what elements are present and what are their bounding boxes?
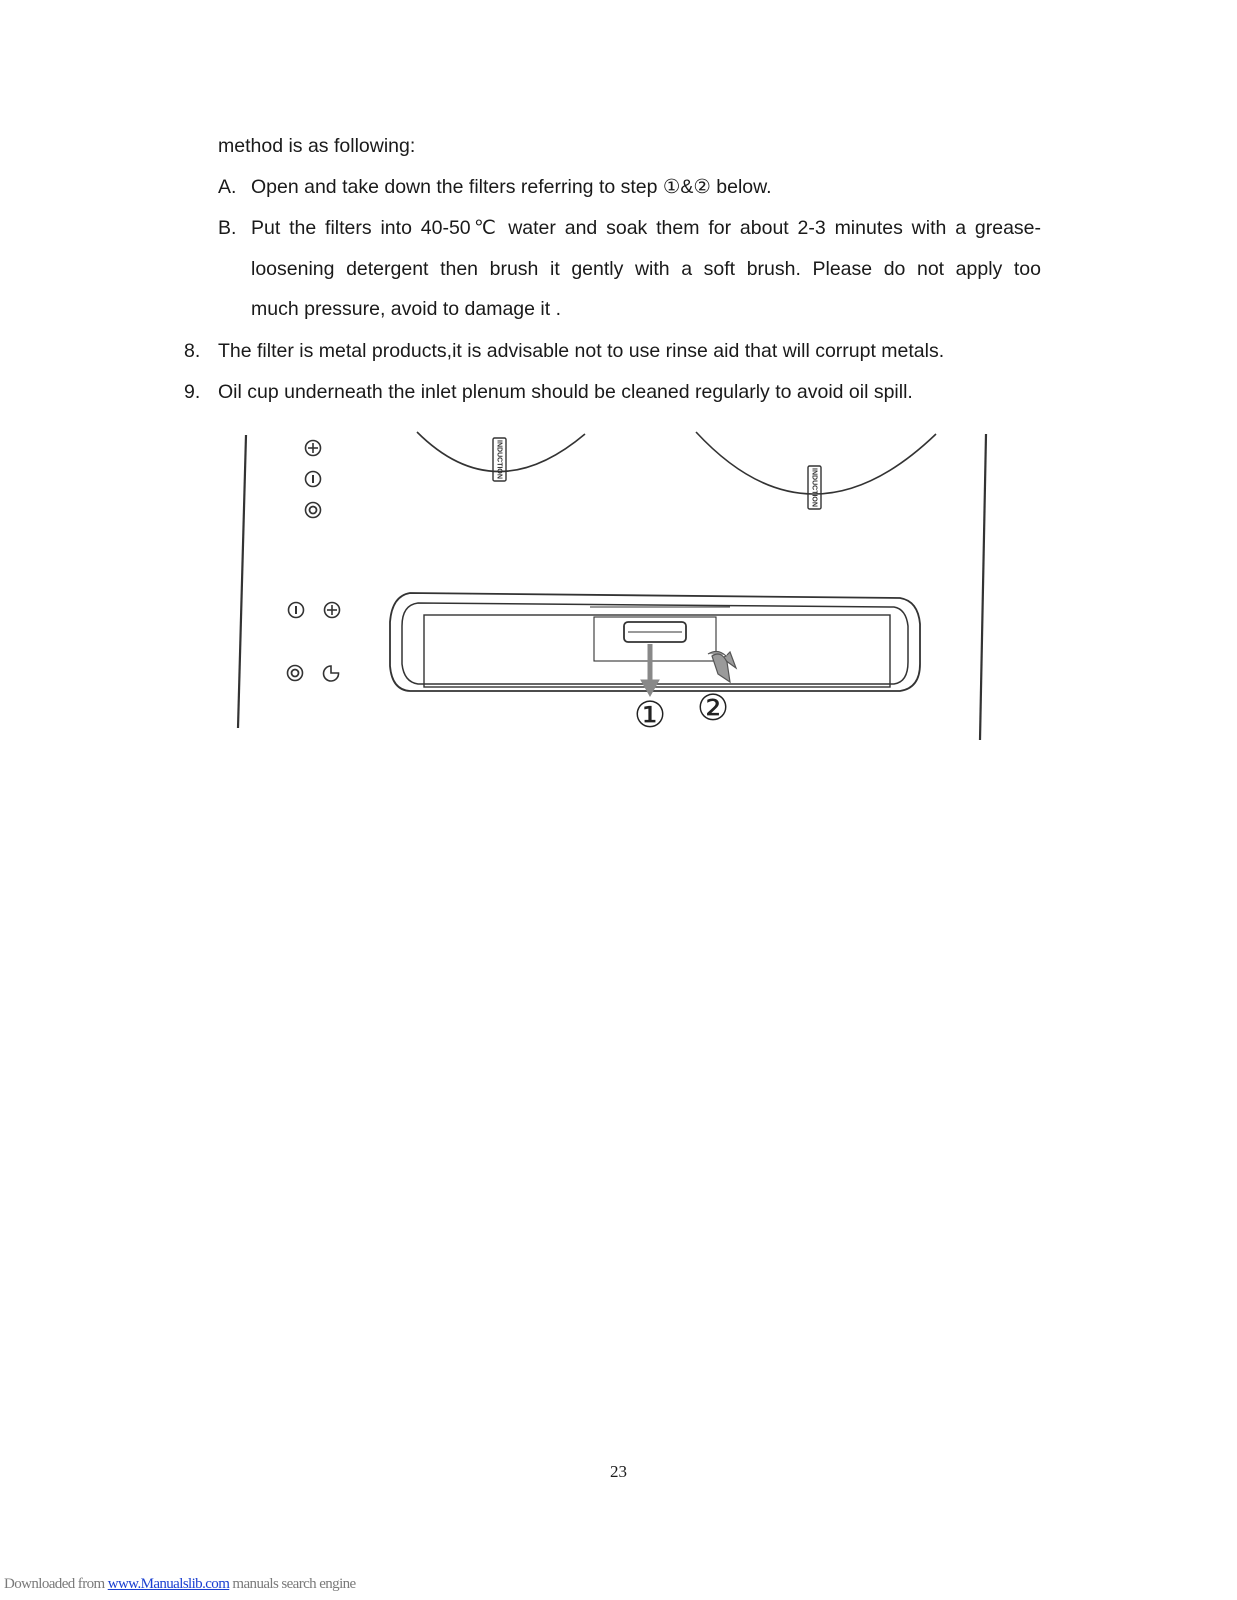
step-a-text: Open and take down the filters referring to step ①&② below. (251, 176, 772, 198)
hob-left-edge (238, 435, 246, 728)
filter-removal-diagram (230, 430, 1005, 750)
info-icon (289, 603, 304, 618)
induction-label-right-text: INDUCTION (810, 468, 818, 507)
hob-right-edge (980, 434, 986, 740)
info-icon (306, 472, 321, 487)
rotate-arrow-icon (708, 651, 736, 682)
plus-icon (325, 603, 340, 618)
latch-recess (594, 617, 716, 661)
induction-label-left (493, 438, 506, 481)
item-9-marker: 9. (184, 381, 201, 403)
footer-suffix: manuals search engine (229, 1576, 356, 1592)
item-8-marker: 8. (184, 340, 201, 362)
induction-label-right (808, 466, 821, 509)
step-b-line-3: much pressure, avoid to damage it . (251, 298, 561, 320)
step-2-label: ② (696, 688, 730, 729)
plus-icon (306, 441, 321, 456)
download-footer (4, 1576, 356, 1593)
step-b-marker: B. (218, 217, 237, 239)
step-1-label: ① (633, 695, 667, 736)
item-8-text: The filter is metal products,it is advisable not to use rinse aid that will corrupt metals. (218, 340, 945, 362)
timer-icon (324, 666, 339, 681)
step-a-marker: A. (218, 176, 237, 198)
power-icon (306, 503, 321, 518)
step-b-line-2: loosening detergent then brush it gently with a soft brush. Please do not apply too (251, 258, 1041, 280)
manualslib-link[interactable]: www.Manualslib.com (107, 1576, 230, 1592)
footer-prefix: Downloaded from (4, 1576, 108, 1592)
induction-label-left-text: INDUCTION (495, 440, 503, 479)
filter-panel (424, 615, 890, 687)
page-number: 23 (610, 1462, 627, 1481)
power-icon (288, 666, 303, 681)
step-b-line-1: Put the filters into 40-50℃ water and soak them for about 2-3 minutes with a grease- (251, 217, 1041, 239)
intro-text: method is as following: (218, 135, 416, 157)
arrow-down-icon (641, 644, 659, 696)
item-9-text: Oil cup underneath the inlet plenum should be cleaned regularly to avoid oil spill. (218, 381, 913, 403)
